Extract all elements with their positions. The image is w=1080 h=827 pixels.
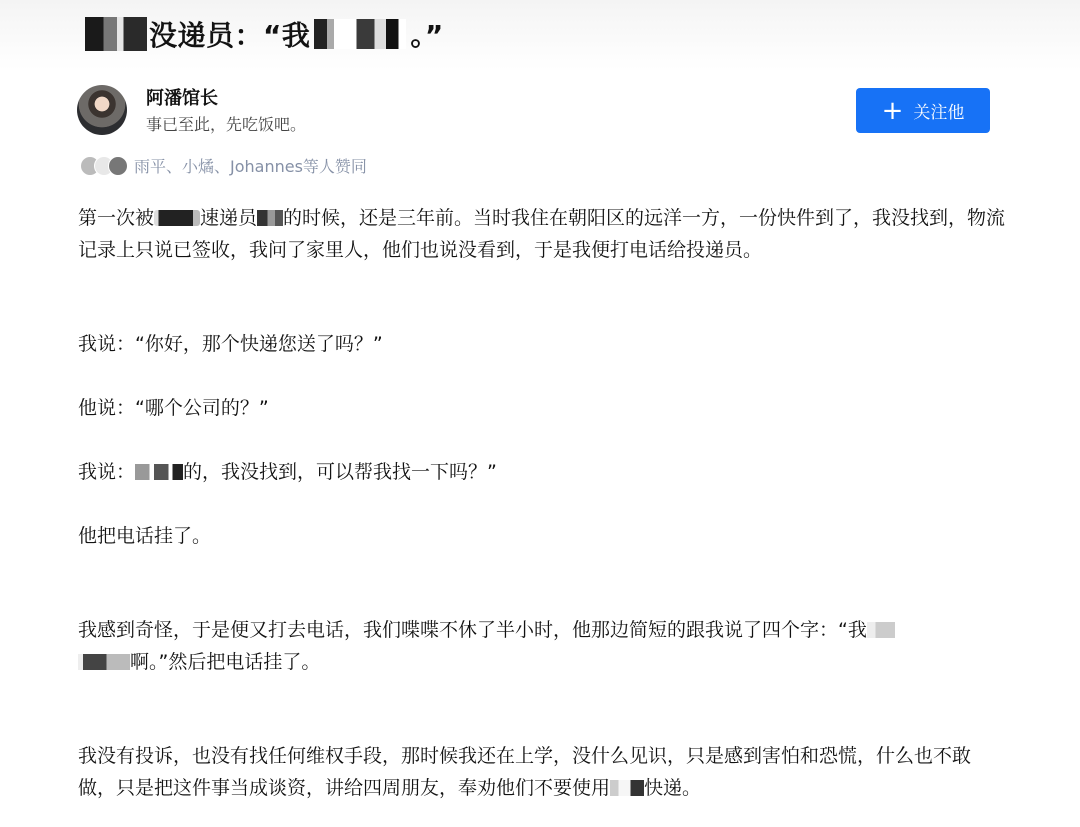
- redacted-mosaic: [257, 210, 283, 226]
- redacted-mosaic: [154, 210, 200, 226]
- paragraph-text: 我说：: [78, 461, 136, 483]
- voters-text: 雨平、小燏、Johannes等人赞同: [134, 157, 367, 176]
- paragraph: 我说：“你好，那个快递您送了吗？”: [78, 333, 383, 355]
- paragraph-text: 的，我没找到，可以帮我找一下吗？”: [183, 461, 497, 483]
- paragraph-text: 啊。”然后把电话挂了。: [130, 651, 321, 673]
- follow-button[interactable]: [856, 88, 990, 133]
- author-avatar[interactable]: [77, 85, 127, 135]
- paragraph: [78, 202, 1008, 266]
- redacted-mosaic: [85, 17, 147, 51]
- title-text-start: 没递员：“我: [149, 19, 311, 52]
- paragraph-text: 速递员: [200, 207, 258, 229]
- author-bio: 事已至此，先吃饭吧。: [146, 115, 307, 134]
- voters-row[interactable]: [80, 154, 367, 177]
- title-text-end: 。”: [410, 19, 444, 52]
- paragraph: [78, 614, 1008, 678]
- paragraph: [78, 456, 1008, 488]
- paragraph-text: 我没有投诉，也没有找任何维权手段，那时候我还在上学，没什么见识，只是感到害怕和恐慌，什么也不敢做，只是把这件事当成谈资，讲给四周朋友，奉劝他们不要使用: [78, 745, 972, 799]
- paragraph-text: 的时候，还是三年前。当时我住在朝阳区的远洋一方，一份快件到了，我没找到，物流记录上只说已签收，我问了家里人，他们也说没看到，于是我便打电话给投递员。: [78, 207, 1006, 261]
- follow-button-label: 关注他: [913, 103, 965, 123]
- paragraph-text: 快递。: [644, 777, 702, 799]
- redacted-mosaic: [135, 464, 183, 480]
- paragraph: 他把电话挂了。: [78, 525, 212, 547]
- paragraph: [78, 740, 1008, 804]
- voter-avatar: [108, 156, 128, 176]
- paragraph-text: 我感到奇怪，于是便又打去电话，我们喋喋不休了半小时，他那边简短的跟我说了四个字：“我: [78, 619, 867, 641]
- paragraph-text: 第一次被: [78, 207, 155, 229]
- redacted-mosaic: [314, 19, 406, 49]
- redacted-mosaic: [78, 654, 130, 670]
- article-title: [85, 14, 444, 54]
- plus-icon: +: [881, 95, 904, 126]
- author-name[interactable]: 阿潘馆长: [146, 88, 218, 109]
- redacted-mosaic: [610, 780, 644, 796]
- paragraph: 他说：“哪个公司的？”: [78, 397, 269, 419]
- redacted-mosaic: [867, 622, 895, 638]
